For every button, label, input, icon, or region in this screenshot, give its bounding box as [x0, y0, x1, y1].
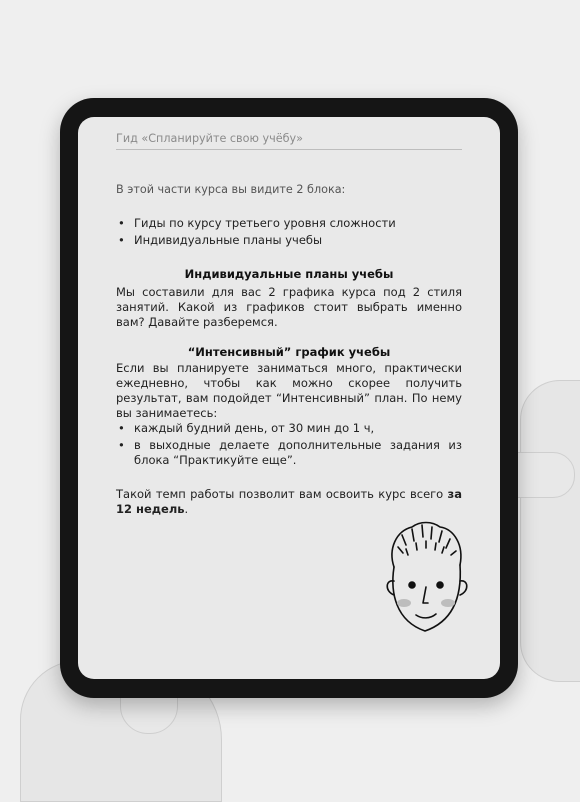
section-heading-plans: Индивидуальные планы учебы: [184, 267, 394, 281]
document-title: Гид «Спланируйте свою учёбу»: [116, 132, 462, 150]
conditions-list: [116, 421, 462, 470]
section-heading-intensive: “Интенсивный” график учебы: [187, 345, 391, 359]
conclusion-bold: за 12 недель: [116, 487, 462, 516]
conclusion-text: Такой темп работы позволит вам освоить курс всего за 12 недель.: [116, 487, 462, 516]
tablet-screen[interactable]: [78, 117, 500, 679]
right-hand: [520, 380, 580, 682]
section-text-intensive: Если вы планируете заниматься много, практически ежедневно, чтобы как можно скорее получить результат, вам подойдет “Интенсивный” план. По нему вы занимаетесь:: [116, 361, 462, 420]
list-item: • Индивидуальные планы учебы: [116, 232, 462, 249]
list-item: • каждый будний день, от 30 мин до 1 ч,: [116, 421, 462, 436]
list-item: • Гиды по курсу третьего уровня сложности: [116, 215, 462, 232]
blocks-list: [116, 215, 462, 249]
list-item: • в выходные делаете дополнительные задания из блока “Практикуйте еще”.: [116, 438, 462, 468]
intro-text: В этой части курса вы видите 2 блока:: [116, 183, 346, 196]
face-illustration-icon: [382, 519, 468, 641]
section-text-plans: Мы составили для вас 2 графика курса под 2 стиля занятий. Какой из графиков стоит выбрать именно вам? Давайте разберемся.: [116, 285, 462, 329]
